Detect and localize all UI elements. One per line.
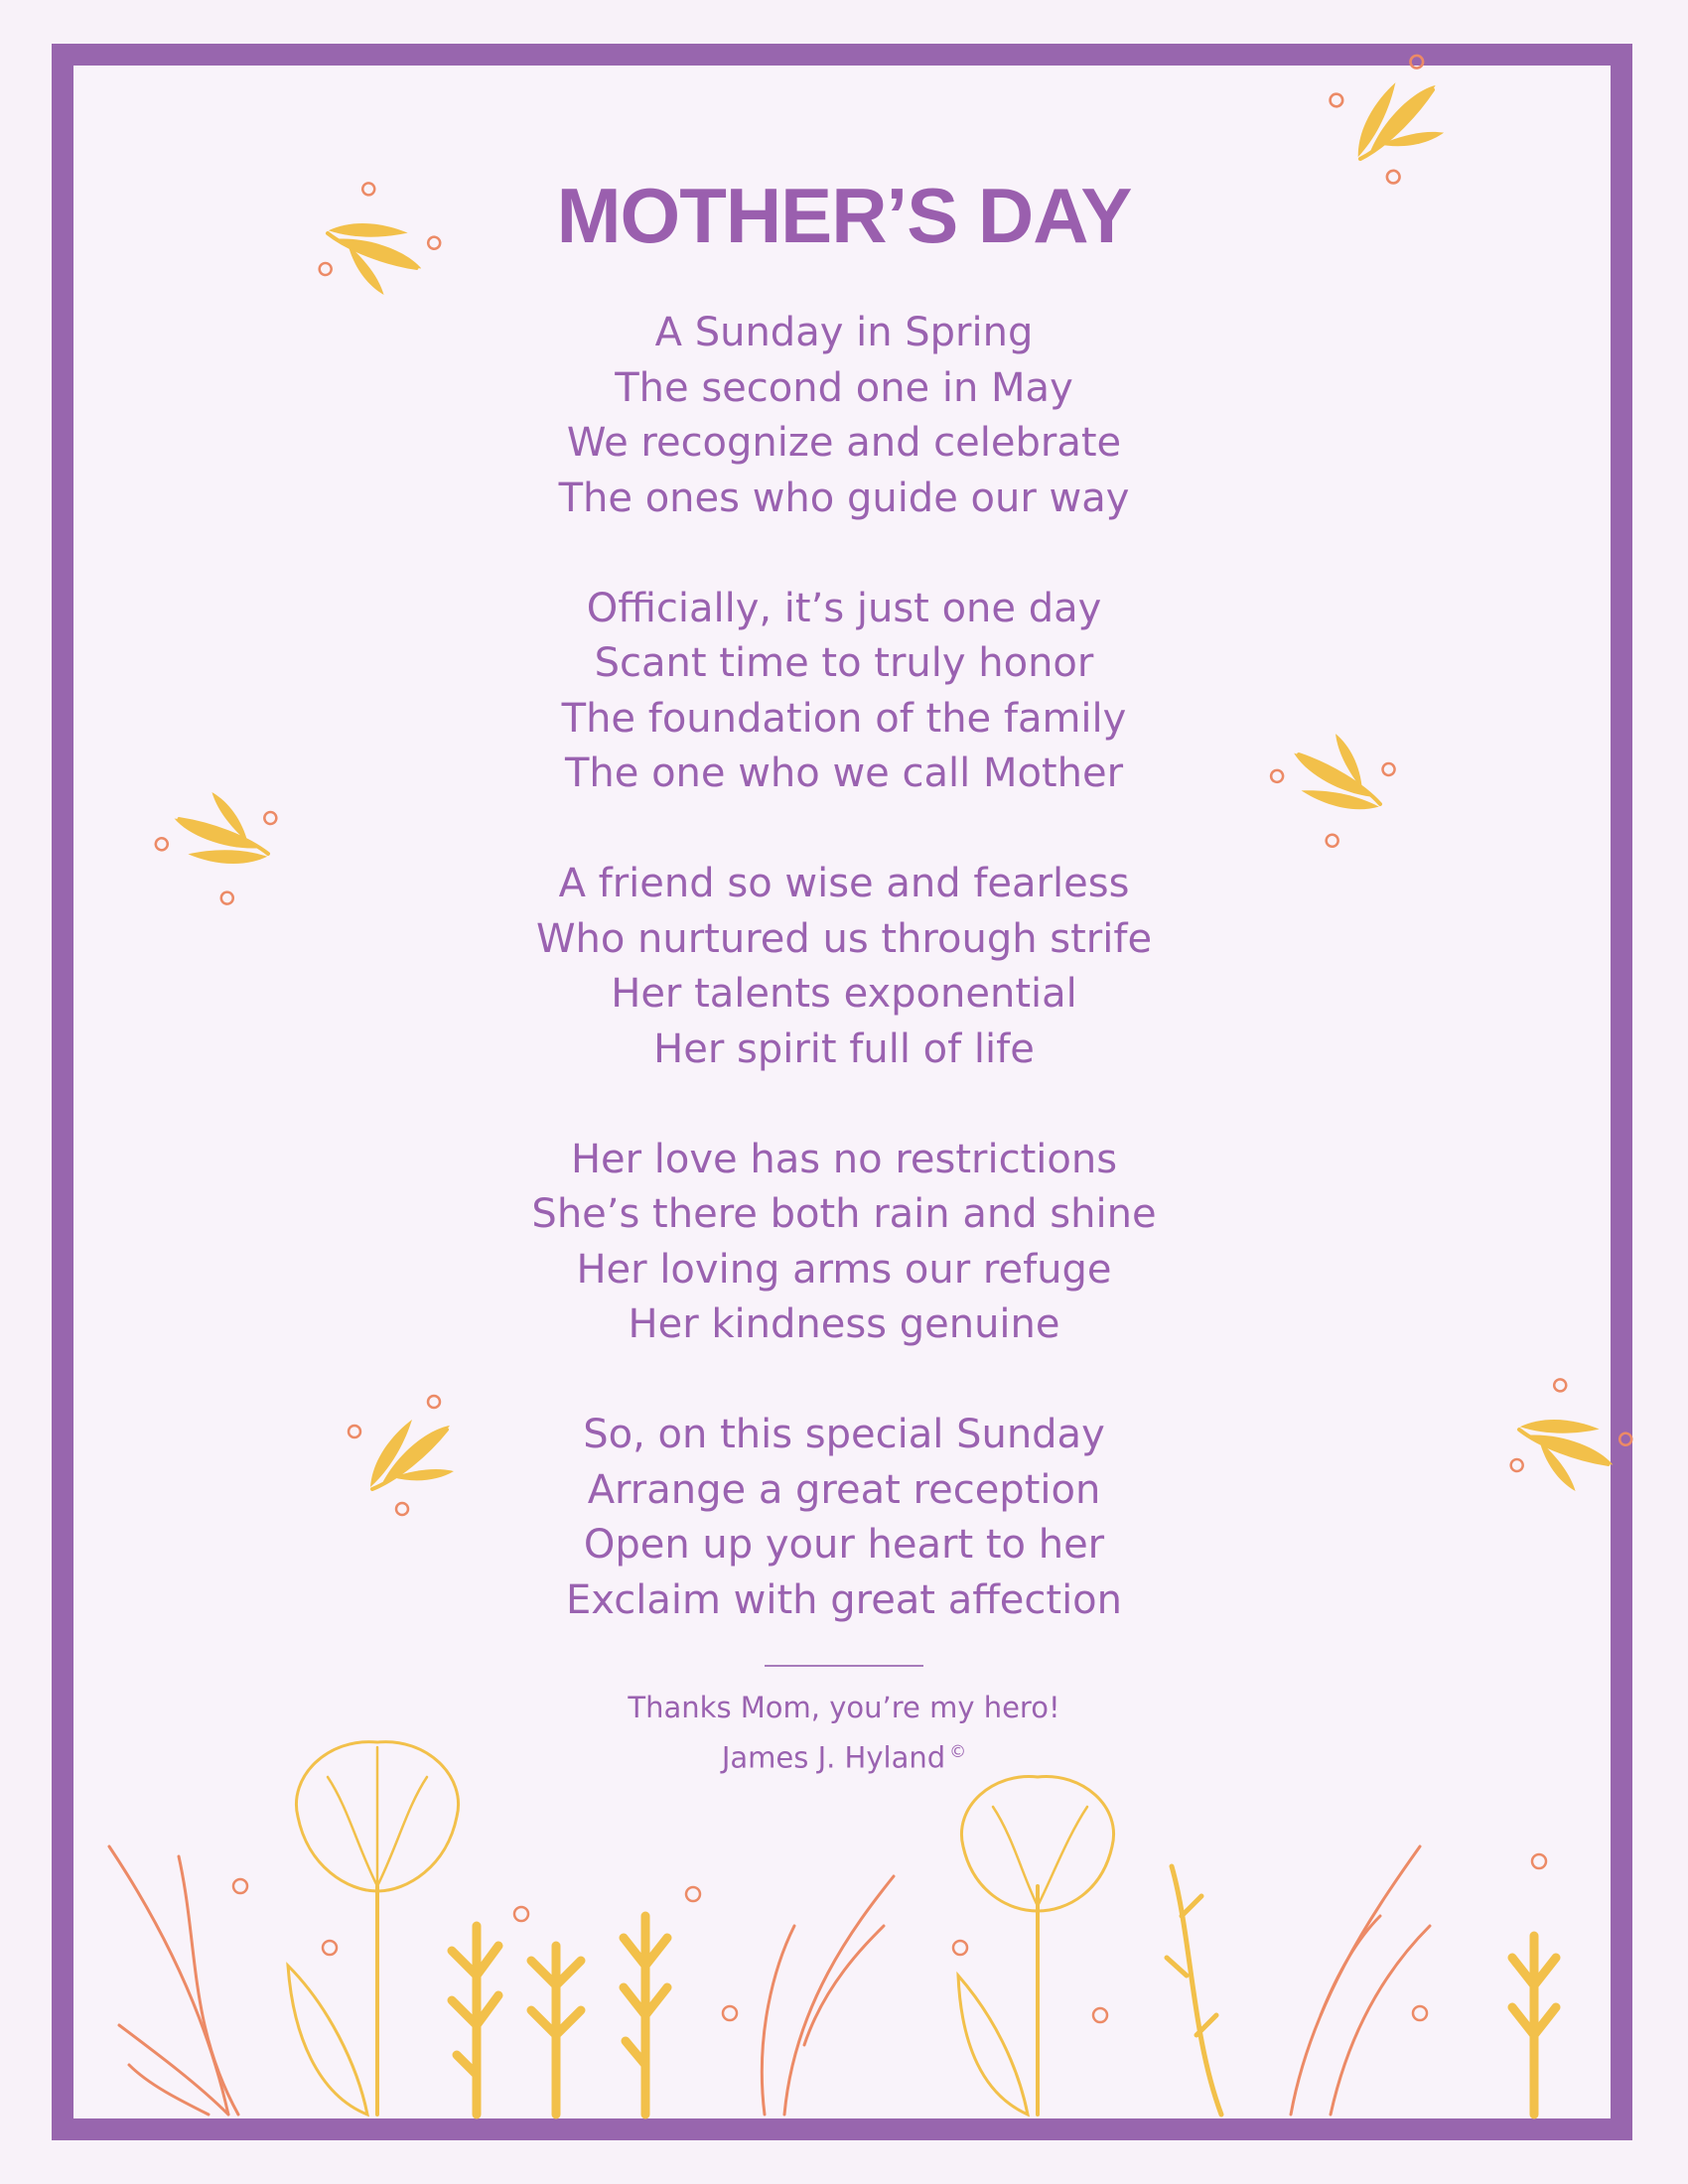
poem-line: Her loving arms our refuge [576, 1246, 1112, 1293]
poem-line: Her spirit full of life [653, 1025, 1035, 1072]
poem-line: The foundation of the family [561, 695, 1127, 742]
stanza-1 [0, 306, 1688, 526]
poem-line: Who nurtured us through strife [535, 915, 1153, 962]
stanza-2 [0, 582, 1688, 802]
poem-line: Arrange a great reception [587, 1466, 1101, 1513]
poem-line: A Sunday in Spring [654, 310, 1034, 355]
stanza-5 [0, 1408, 1688, 1628]
poem-line: Her talents exponential [611, 971, 1077, 1017]
poem-line: The one who we call Mother [564, 751, 1124, 796]
copyright-mark: © [949, 1742, 967, 1762]
poem-line: A friend so wise and fearless [558, 861, 1130, 906]
closing-line: Thanks Mom, you’re my hero! [628, 1691, 1060, 1724]
poem-line: Her love has no restrictions [570, 1136, 1118, 1182]
poem-line: So, on this special Sunday [583, 1412, 1105, 1457]
poem-line: The second one in May [615, 364, 1073, 411]
leaf-sprig-top-right [1327, 54, 1448, 188]
author-line [0, 1730, 1688, 1781]
poem-line: Open up your heart to her [583, 1522, 1105, 1568]
poem-line: Officially, it’s just one day [586, 585, 1102, 631]
poem-line: The ones who guide our way [558, 475, 1130, 521]
poem-line: Exclaim with great affection [566, 1576, 1122, 1623]
stanza-3 [0, 857, 1688, 1077]
poem-line: Her kindness genuine [628, 1301, 1060, 1347]
poem-line: Scant time to truly honor [594, 640, 1094, 686]
flower-border-bottom [109, 1742, 1556, 2115]
signoff [0, 1686, 1688, 1781]
author-name: James J. Hyland [721, 1740, 946, 1775]
poem-body [0, 306, 1688, 1684]
stanza-4 [0, 1133, 1688, 1353]
poem-line: We recognize and celebrate [566, 420, 1122, 466]
poem-line: She’s there both rain and shine [531, 1191, 1157, 1237]
closing-divider [765, 1665, 923, 1667]
page-title: MOTHER’S DAY [556, 172, 1132, 259]
